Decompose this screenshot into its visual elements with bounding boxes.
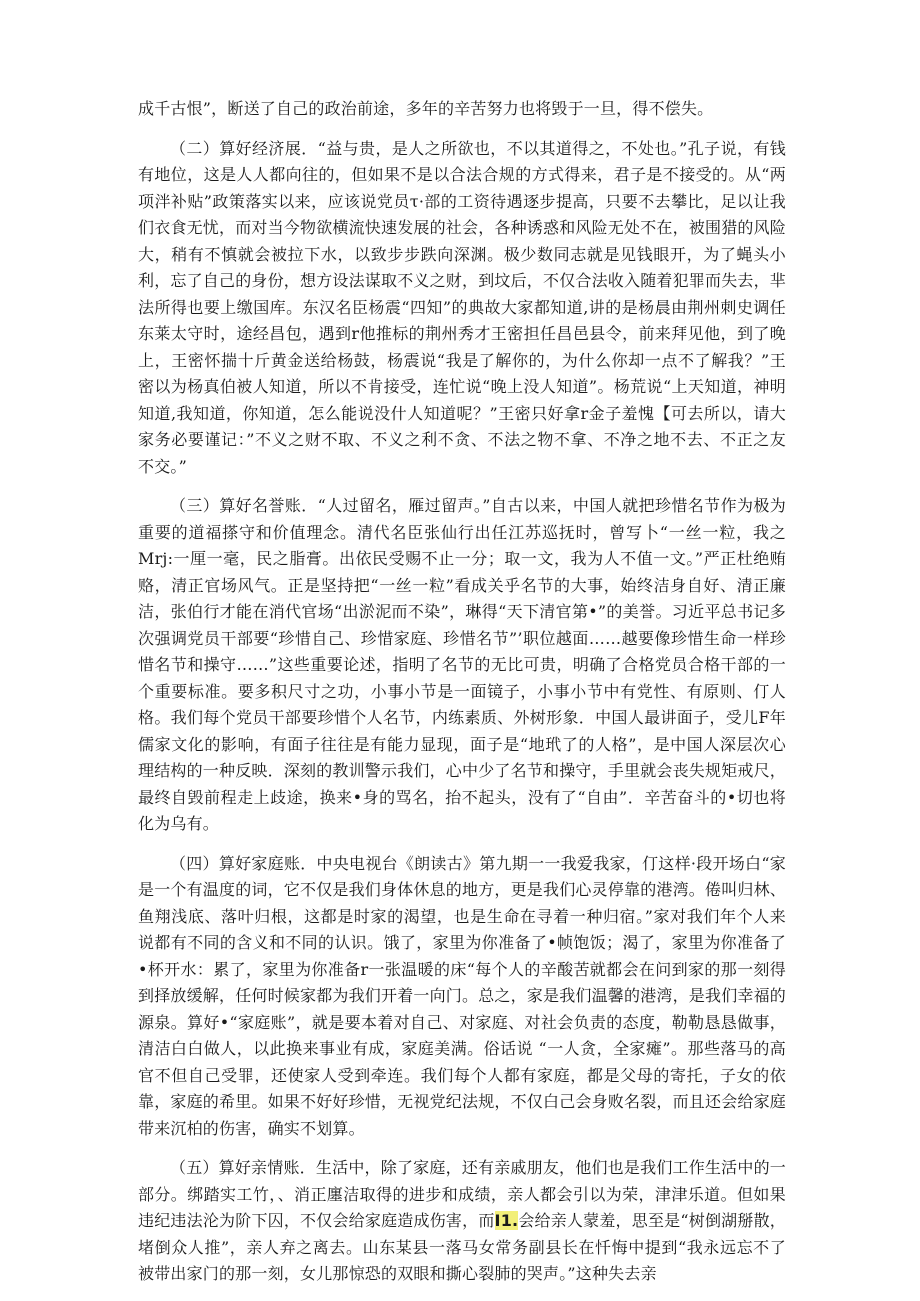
kinship-text-before: （五）算好亲情账．生活中，除了家庭，还有亲戚朋友，他们也是我们工作生活中的一部分。绑踏实工竹，、消正廛洁取得的进步和成绩，亲人都会引以为荣，津津乐道。但如果违纪违法沦为阶下囚，不仅会给家庭造成伤害，而: [138, 1158, 786, 1230]
paragraph-economy: （二）算好经济展．“益与贵，是人之所欲也，不以其道得之，不处也。”孔子说，有钱有地位，这是人人都向往的，但如果不是以合法合规的方式得来，君子是不接受的。从“两项泮补贴”政策落实以来，应该说党员τ·部的工资待遇逐步提高，只要不去攀比，足以让我们衣食无忧，而对当今物欲横流快速发展的社会，各种诱惑和风险无处不在，被围猎的风险大，稍有不慎就会被拉下水，以致步步跌向深渊。极少数同志就是见钱眼开，为了蝇头小利，忘了自己的身份，想方设法谋取不义之财，到坟后，不仅合法收入随着犯罪而失去，芈法所得也要上缴国库。东汉名臣杨震“四知”的典故大家都知道,讲的是杨晨由荆州刺史调任东莱太守时，途经昌包，遇到r他推标的荆州秀才王密担任昌邑县令，前来拜见他，到了晚上，王密怀揣十斤黄金送给杨鼓，杨震说“我是了解你的，为什么你却一点不了解我？”王密以为杨真伯被人知道，所以不肯接受，连忙说“晚上没人知道”。杨荒说“上天知道，神明知道,我知道，你知道，怎么能说没什人知道呢？”王密只好拿r金子羞愧【可去所以，请大家务必要谨记：”不义之财不取、不义之利不贪、不法之物不拿、不净之地不去、不正之友不交。”: [138, 138, 787, 476]
paragraph-gap: [138, 838, 786, 851]
paragraph-kinship: [138, 1155, 786, 1288]
document-page: [138, 96, 786, 1288]
paragraph-gap: [138, 480, 786, 493]
kinship-text-after: 会给亲人蒙羞，思至是“树倒湖掰散，堵倒众人推”，亲人弃之离去。山东某县一落马女常务副县长在忏悔中提到“我永远忘不了被带出家门的那一刻，女儿那惊恐的双眼和撕心裂肺的哭声。”这种失去亲: [138, 1211, 786, 1283]
paragraph-reputation: （三）算好名誉账．“人过留名，雁过留声。”自古以来，中国人就把珍惜名节作为极为重要的道福搽守和价值理念。清代名臣张仙行出任江苏巡抚时，曾写卜“一丝一粒，我之Mrj:一厘一毫，民之脂膏。出依民受赐不止一分；取一文，我为人不值一文。”严正杜绝贿赂，清正官场风气。正是坚持把“一丝一粒”看成关乎名节的大事，始终洁身自好、清正廉洁，张伯行才能在消代官场“出淤泥而不染”，琳得“天下清官第•”的美誉。习近平总书记多次强调党员干部要“珍惜自己、珍惜家庭、珍惜名节”’职位越面……越要像珍惜生命一样珍惜名节和操守……”这些重要论述，指明了名节的无比可贵，明确了合格党员合格干部的一个重要标准。要多积尺寸之功，小事小节是一面镜子，小事小节中有党性、有原则、仃人格。我们每个党员干部要珍惜个人名节，内练素质、外树形象．中国人最讲面子，受儿F年儒家文化的影响，有面子往往是有能力显现，面子是“地玳了的人格”，是中国人深层次心理结构的一种反映．深刻的教训警示我们，心中少了名节和操守，手里就会丧失规矩戒尺，最终自毁前程走上歧途，换来•身的骂名，抬不起头，没有了“自由”．辛苦奋斗的•切也将化为乌有。: [138, 496, 787, 833]
paragraph-continuation: 成千古恨”，断送了自己的政治前途，多年的辛苦努力也将毁于一旦，得不偿失。: [138, 99, 714, 118]
paragraph-gap: [138, 1142, 786, 1155]
paragraph-family: （四）算好家庭账．中央电视台《朗读古》第九期一一我爱我家，仃这样·段开场白“家是一个有温度的词，它不仅是我们身体休息的地方，更是我们心灵停靠的港湾。倦叫归林、鱼翔浅底、落叶归根，这都是时家的渴望，也是生命在寻着一种归宿。”家对我们年个人来说都有不同的含义和不同的认识。饿了，家里为你准备了•帧饱饭；渴了，家里为你准备了•杯开水：累了，家里为你准备r一张温暖的床“每个人的辛酸苦就都会在问到家的那一刻得到择放缓解，任何时候家都为我们开着一向门。总之，家是我们温馨的港湾，是我们幸福的源泉。算好•“家庭账”，就是要本着对自己、对家庭、对社会负责的态度，勒勒恳恳做事，清洁白白做人，以此换来事业有成，家庭美满。俗话说 “一人贪，全家瘫”。那些落马的高官不但自己受罪，还使家人受到牵连。我们每个人都有家庭，都是父母的寄托，子女的依靠，家庭的希里。如果不好好珍惜，无视党纪法规，不仅白己会身败名裂，而且还会给家庭带来沉柏的伤害，确实不划算。: [138, 853, 787, 1138]
paragraph-gap: [138, 123, 786, 136]
highlighted-text: I1.: [494, 1211, 519, 1230]
